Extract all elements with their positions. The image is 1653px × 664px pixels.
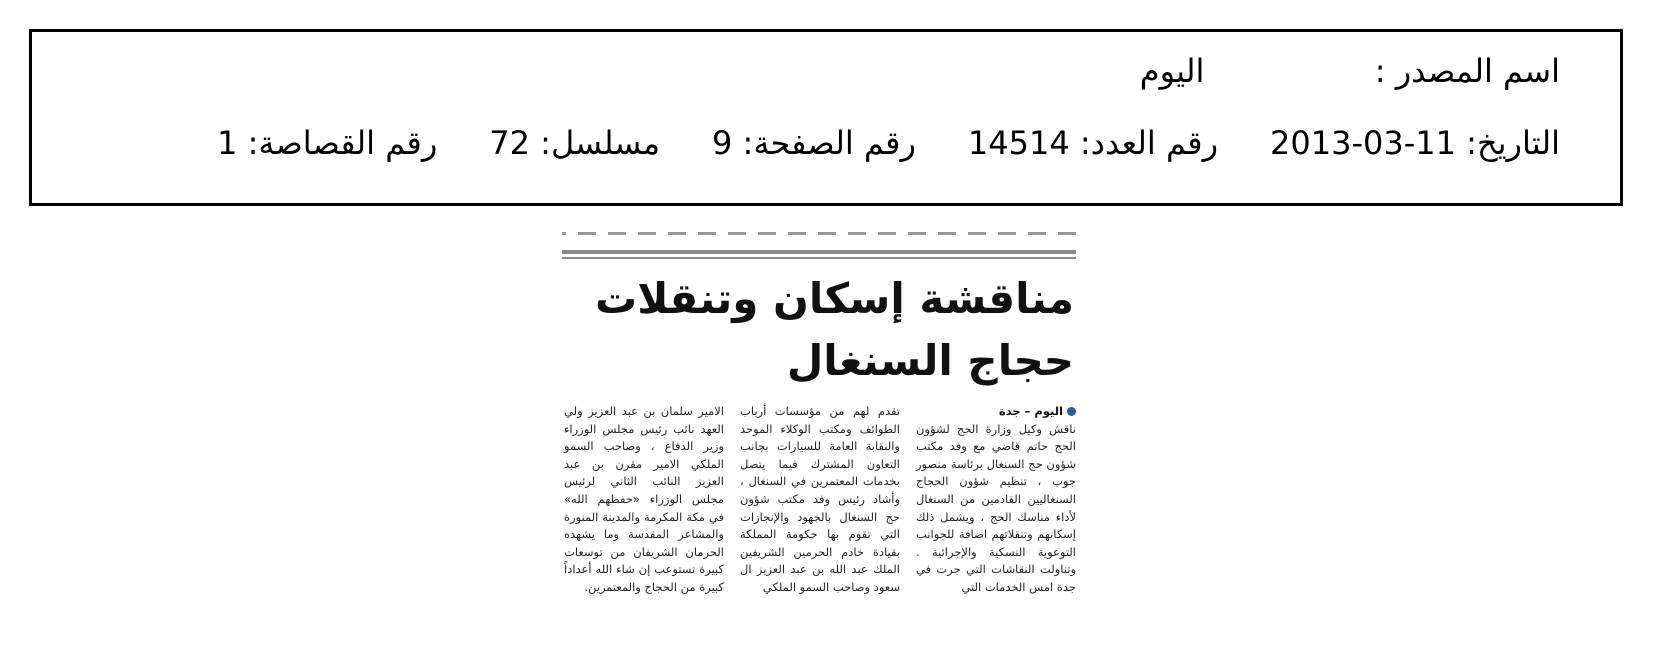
source-value: اليوم — [1139, 52, 1205, 90]
clip-label: رقم القصاصة: — [247, 124, 438, 162]
source-field — [1140, 52, 1560, 90]
article-column-2 — [740, 403, 900, 597]
newspaper-clipping — [562, 228, 1076, 658]
byline-text: اليوم – جدة — [998, 404, 1063, 418]
source-label: اسم المصدر : — [1374, 52, 1560, 90]
bullet-icon — [1067, 407, 1076, 416]
serial-field — [489, 124, 660, 162]
article-column-1 — [916, 403, 1076, 597]
divider-rule — [562, 250, 1076, 254]
column-1-text: ناقش وكيل وزارة الحج لشؤون الحج حاتم قاضي مع وفد مكتب شؤون حج السنغال برئاسة منصور جوب ، تنظيم شؤون الحجاج السنغاليين القادمين من السنغال لأداء مناسك الحج ، ويشمل ذلك إسكانهم وتنقلاتهم اضافة للجوانب التوعوية النسكية والإجرائية . وتناولت النقاشات التي جرت في جدة امس الخدمات التي — [916, 421, 1076, 594]
metadata-box — [29, 29, 1623, 206]
serial-label: مسلسل: — [540, 124, 660, 162]
date-field — [1270, 124, 1560, 162]
page-field — [712, 124, 916, 162]
headline-line-2: حجاج السنغال — [786, 336, 1074, 385]
issue-field — [968, 124, 1218, 162]
article-column-3 — [564, 403, 724, 597]
page-value: 9 — [712, 124, 733, 162]
cropped-text-strip — [562, 228, 1076, 240]
column-2-text: تقدم لهم من مؤسسات أرباب الطوائف ومكتب الوكلاء الموحد والنقابة العامة للسيارات بجانب التعاون المشترك فيما يتصل بخدمات المعتمرين في السنغال ، وأشاد رئيس وفد مكتب شؤون حج السنغال بالجهود والإنجازات التي تقوم بها حكومة المملكة بقيادة خادم الحرمين الشريفين الملك عبد الله بن عبد العزيز ال سعود وصاحب السمو الملكي — [740, 404, 900, 594]
headline-line-1: مناقشة إسكان وتنقلات — [595, 274, 1074, 323]
article-headline — [564, 268, 1074, 392]
issue-label: رقم العدد: — [1079, 124, 1219, 162]
byline — [916, 403, 1076, 421]
page-label: رقم الصفحة: — [742, 124, 916, 162]
issue-value: 14514 — [967, 124, 1070, 162]
clip-value: 1 — [217, 124, 238, 162]
source-line — [1140, 52, 1560, 90]
divider-rule-thin — [562, 257, 1076, 259]
details-line — [217, 124, 1560, 162]
column-3-text: الامير سلمان بن عبد العزيز ولي العهد نائب رئيس مجلس الوزراء وزير الدفاع ، وصاحب السمو الملكي الامير مقرن بن عبد العزيز النائب الثاني لرئيس مجلس الوزراء «حفظهم الله» في مكة المكرمة والمدينة المنورة والمشاعر المقدسة وما يشهده الحرمان الشريفان من توسعات كبيرة تستوعب إن شاء الله أعداداً كبيرة من الحجاج والمعتمرين. — [564, 404, 724, 594]
date-label: التاريخ: — [1466, 124, 1560, 162]
serial-value: 72 — [489, 124, 530, 162]
date-value: 2013-03-11 — [1270, 124, 1456, 162]
clip-field — [217, 124, 437, 162]
